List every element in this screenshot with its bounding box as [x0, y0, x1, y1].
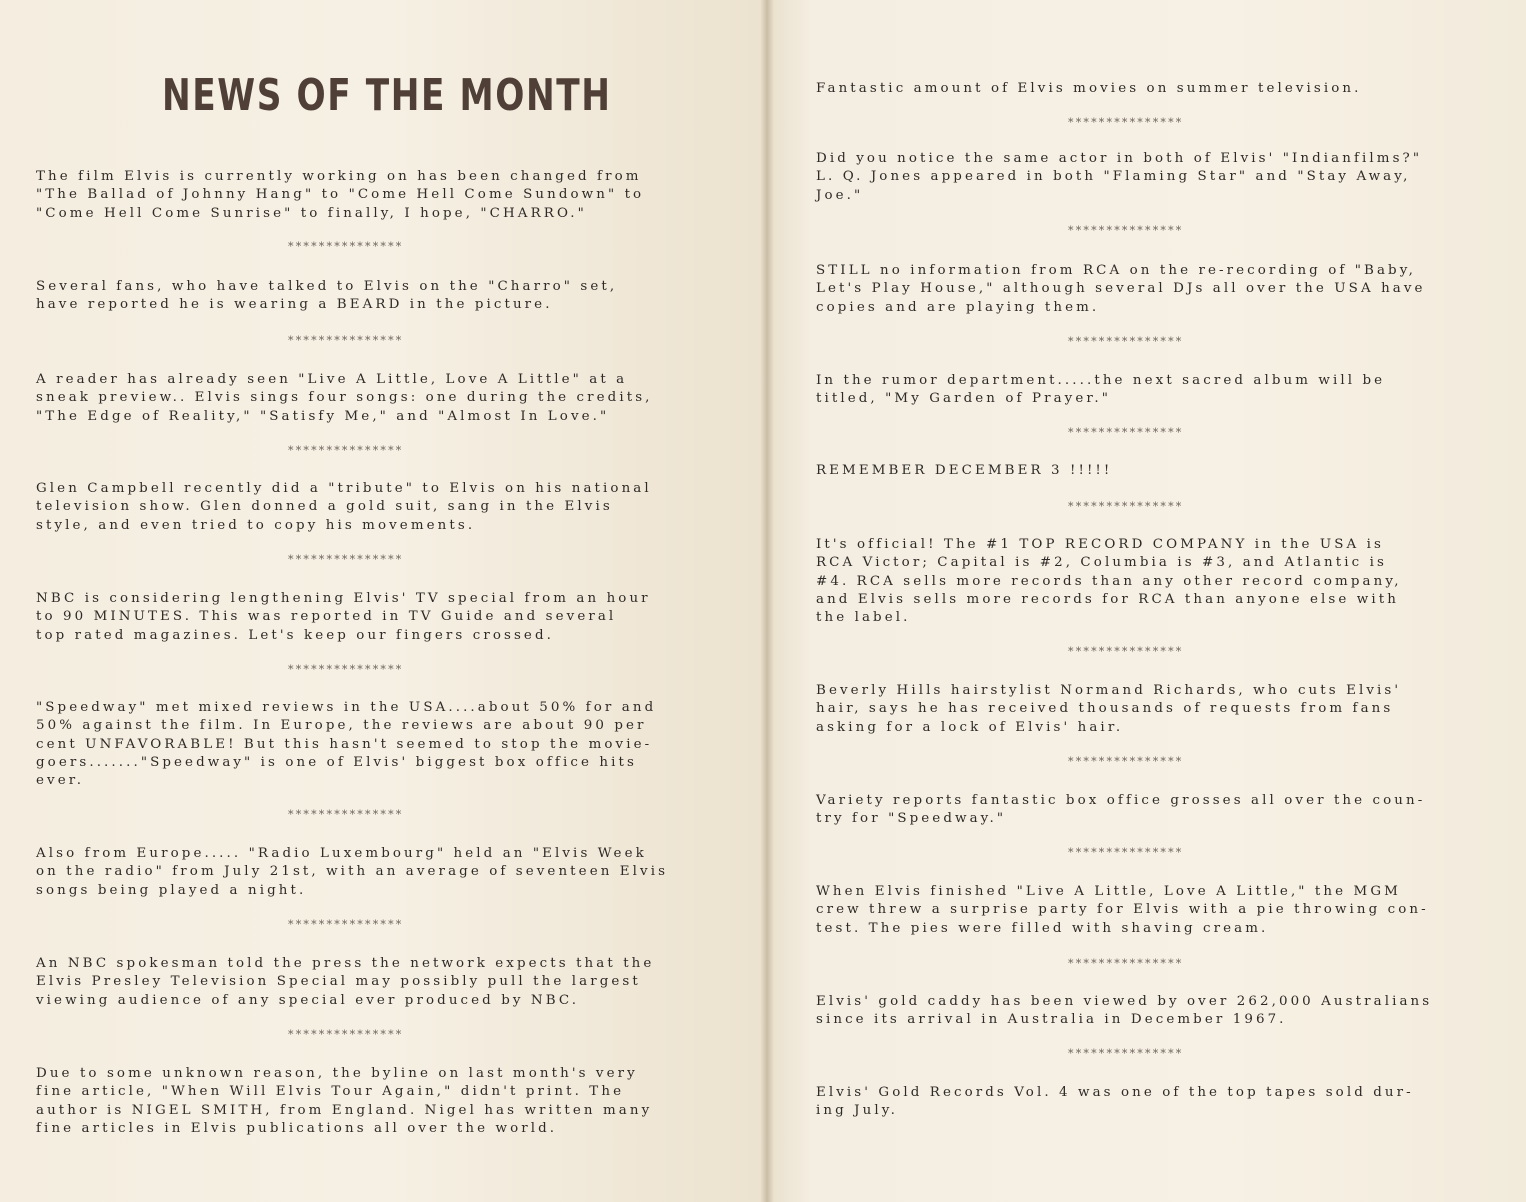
news-line: Elvis' gold caddy has been viewed by over 262,000 Australians [816, 994, 1433, 1009]
left-news-item [36, 371, 653, 426]
news-line: Variety reports fantastic box office grosses all over the coun- [816, 793, 1426, 808]
news-line: goers......."Speedway" is one of Elvis' biggest box office hits [36, 754, 637, 770]
news-line: to 90 MINUTES. This was reported in TV Guide and several [36, 609, 617, 625]
news-line: REMEMBER DECEMBER 3 !!!!! [816, 463, 1113, 478]
asterisk-separator: *************** [1068, 500, 1184, 513]
asterisk-separator: *************** [1068, 335, 1184, 348]
news-line: STILL no information from RCA on the re-recording of "Baby, [816, 263, 1416, 278]
news-line: on the radio" from July 21st, with an average of seventeen Elvis [36, 864, 669, 880]
left-news-item [36, 480, 652, 535]
news-line: L. Q. Jones appeared in both "Flaming Star" and "Stay Away, [816, 169, 1411, 185]
news-line: "The Ballad of Johnny Hang" to "Come Hell Come Sundown" to [36, 187, 645, 203]
news-line: NBC is considering lengthening Elvis' TV special from an hour [36, 591, 651, 606]
asterisk-separator: *************** [288, 808, 404, 821]
asterisk-separator: *************** [1068, 846, 1184, 859]
right-news-item [816, 993, 1432, 1030]
right-news-item [816, 150, 1422, 205]
left-news-item [36, 1065, 652, 1138]
news-line: and Elvis sells more records for RCA than anyone else with [816, 591, 1399, 607]
news-line: style, and even tried to copy his movements. [36, 517, 476, 533]
news-line: copies and are playing them. [816, 299, 1100, 315]
news-line: Joe." [816, 187, 864, 203]
news-line: fine article, "When Will Elvis Tour Again," didn't print. The [36, 1084, 625, 1100]
asterisk-separator: *************** [288, 444, 404, 457]
news-line: the label. [816, 610, 911, 626]
left-news-item [36, 699, 656, 790]
asterisk-separator: *************** [288, 918, 404, 931]
left-news-item [36, 278, 617, 315]
news-line: crew threw a surprise party for Elvis with a pie throwing con- [816, 902, 1429, 918]
news-line: A reader has already seen "Live A Little, Love A Little" at a [36, 372, 628, 387]
left-news-item [36, 590, 651, 645]
right-news-item [816, 792, 1425, 829]
news-line: "Come Hell Come Sunrise" to finally, I hope, "CHARRO." [36, 205, 587, 221]
news-line: Several fans, who have talked to Elvis on the "Charro" set, [36, 279, 618, 294]
asterisk-separator: *************** [1068, 426, 1184, 439]
asterisk-separator: *************** [288, 553, 404, 566]
news-line: Fantastic amount of Elvis movies on summer television. [816, 81, 1362, 96]
asterisk-separator: *************** [1068, 645, 1184, 658]
right-news-item [816, 372, 1385, 409]
news-line: cent UNFAVORABLE! But this hasn't seemed to stop the movie- [36, 736, 653, 752]
asterisk-separator: *************** [1068, 755, 1184, 768]
asterisk-separator: *************** [288, 1028, 404, 1041]
news-line: Let's Play House," although several DJs all over the USA have [816, 281, 1426, 297]
news-line: Beverly Hills hairstylist Normand Richards, who cuts Elvis' [816, 683, 1402, 698]
news-line: Glen Campbell recently did a "tribute" to Elvis on his national [36, 481, 652, 496]
asterisk-separator: *************** [288, 663, 404, 676]
asterisk-separator: *************** [1068, 1047, 1184, 1060]
asterisk-separator: *************** [1068, 957, 1184, 970]
news-line: "The Edge of Reality," "Satisfy Me," and "Almost In Love." [36, 408, 610, 424]
news-line: An NBC spokesman told the press the network expects that the [36, 956, 655, 971]
news-line: "Speedway" met mixed reviews in the USA....about 50% for and [36, 700, 657, 715]
asterisk-separator: *************** [1068, 224, 1184, 237]
news-line: viewing audience of any special ever produced by NBC. [36, 992, 580, 1008]
news-line: titled, "My Garden of Prayer." [816, 391, 1111, 407]
news-line: Due to some unknown reason, the byline on last month's very [36, 1066, 638, 1081]
news-line: test. The pies were filled with shaving cream. [816, 920, 1269, 936]
right-news-item [816, 262, 1426, 317]
right-news-item [816, 1084, 1414, 1121]
news-line: songs being played a night. [36, 882, 307, 898]
news-line: sneak preview.. Elvis sings four songs: one during the credits, [36, 390, 653, 406]
news-line: 50% against the film. In Europe, the reviews are about 90 per [36, 718, 647, 734]
news-line: television show. Glen donned a gold suit, sang in the Elvis [36, 499, 613, 515]
news-line: It's official! The #1 TOP RECORD COMPANY in the USA is [816, 537, 1384, 552]
news-line: Elvis Presley Television Special may possibly pull the largest [36, 974, 641, 990]
news-line: asking for a lock of Elvis' hair. [816, 719, 1124, 735]
asterisk-separator: *************** [288, 240, 404, 253]
right-news-item [816, 682, 1401, 737]
news-line: ever. [36, 773, 85, 789]
news-line: The film Elvis is currently working on has been changed from [36, 169, 642, 184]
news-line: try for "Speedway." [816, 811, 1007, 827]
news-line: top rated magazines. Let's keep our fingers crossed. [36, 627, 554, 643]
news-line: since its arrival in Australia in December 1967. [816, 1012, 1287, 1028]
news-line: fine articles in Elvis publications all over the world. [36, 1120, 558, 1136]
right-news-item [816, 80, 1362, 98]
news-line: Elvis' Gold Records Vol. 4 was one of the top tapes sold dur- [816, 1085, 1414, 1100]
page-gutter [760, 0, 774, 1202]
news-line: Also from Europe..... "Radio Luxembourg" held an "Elvis Week [36, 846, 647, 861]
news-line: author is NIGEL SMITH, from England. Nigel has written many [36, 1102, 653, 1118]
page-title: NEWS OF THE MONTH [162, 70, 612, 121]
left-news-item [36, 845, 668, 900]
news-line: #4. RCA sells more records than any other record company, [816, 573, 1402, 589]
left-news-item [36, 168, 644, 223]
asterisk-separator: *************** [1068, 116, 1184, 129]
news-line: ing July. [816, 1103, 898, 1119]
news-line: hair, says he has received thousands of requests from fans [816, 701, 1394, 717]
right-news-item [816, 536, 1402, 627]
right-news-item [816, 462, 1112, 480]
news-line: RCA Victor; Capital is #2, Columbia is #3, and Atlantic is [816, 555, 1387, 571]
news-line: Did you notice the same actor in both of Elvis' "Indianfilms?" [816, 151, 1423, 166]
news-line: In the rumor department.....the next sacred album will be [816, 373, 1386, 388]
asterisk-separator: *************** [288, 334, 404, 347]
right-news-item [816, 883, 1429, 938]
news-line: When Elvis finished "Live A Little, Love A Little," the MGM [816, 884, 1401, 899]
news-line: have reported he is wearing a BEARD in the picture. [36, 297, 553, 313]
left-news-item [36, 955, 654, 1010]
